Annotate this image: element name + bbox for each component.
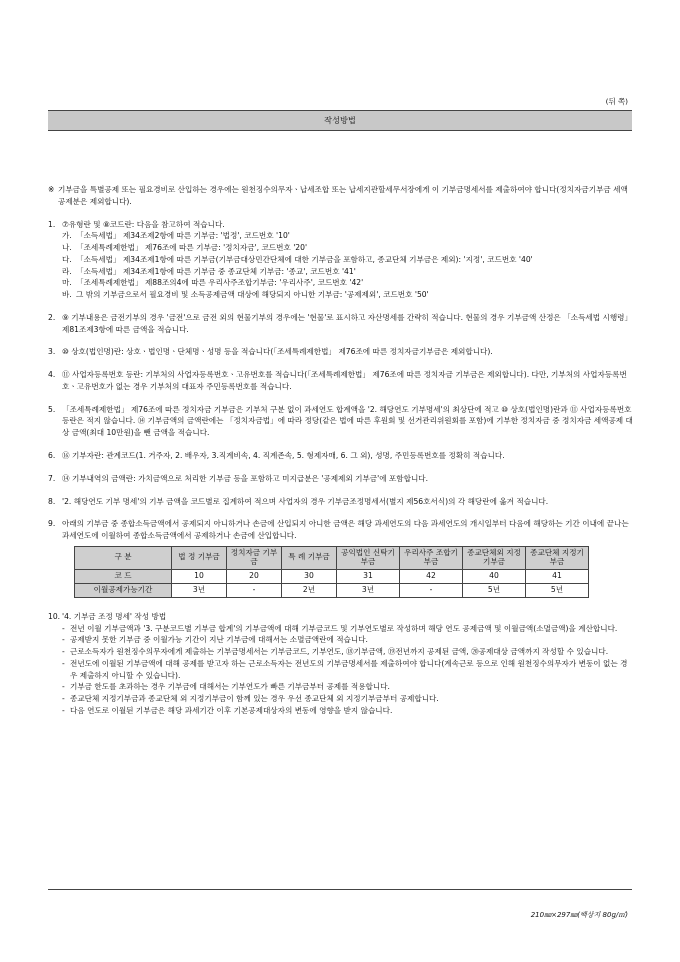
item-text: 「소득세법」 제34조제1항에 따른 기부금 중 종교단체 기부금: '종교', 코드번호 '41'	[76, 266, 356, 276]
item-label: 나.	[62, 243, 72, 253]
item-text: 전년 이월 기부금액과 '3. 구분코드별 기부금 합계'의 기부금액에 대해 기부금코드 및 기부연도별로 작성하며 해당 연도 공제금액 및 이월금액(소멸금액)을 계산합니다.	[70, 623, 618, 633]
section-number: 4.	[48, 370, 56, 380]
section-8-text: '2. 해당연도 기부 명세'의 기부 금액을 코드별로 집계하여 적으며 사업자의 경우 기부금조정명세서(별지 제56호서식)의 각 해당란에 옮겨 적습니다.	[62, 496, 549, 506]
list-item	[62, 242, 633, 254]
section-1	[48, 219, 633, 301]
item-text: 근로소득자가 원천징수의무자에게 제출하는 기부금명세서는 기부금코드, 기부연도, ⑱기부금액, ⑲전년까지 공제된 금액, ⑳공제대상 금액까지 작성할 수 있습니다.	[70, 647, 609, 657]
item-label: 바.	[62, 290, 72, 300]
table-header-cell: 정치자금 기부금	[227, 546, 282, 569]
section-5	[48, 404, 633, 439]
section-6-text: ⑯ 기부자란: 관계코드(1. 거주자, 2. 배우자, 3.직계비속, 4. 직계존속, 5. 형제자매, 6. 그 외), 성명, 주민등록번호를 정확히 적습니다.	[62, 451, 505, 461]
list-item: - 전년도에 이월된 기부금액에 대해 공제를 받고자 하는 근로소득자는 전년도의 기부금명세서를 제출하여야 합니다(계속근로 등으로 인해 원천징수의무자가 변동이 없는 경우 제출하지 아니할 수 있습니다).	[62, 658, 633, 682]
section-3-text: ⑩ 상호(법인명)란: 상호ㆍ법인명ㆍ단체명ㆍ성명 등을 적습니다(「조세특례제한법」 제76조에 따른 정치자금기부금은 제외합니다).	[62, 347, 493, 357]
list-item	[62, 277, 633, 289]
list-item: - 기부금 한도를 초과하는 경우 기부금에 대해서는 기부연도가 빠른 기부금부터 공제를 적용합니다.	[62, 681, 633, 693]
section-9-text: 아래의 기부금 중 종합소득금액에서 공제되지 아니하거나 손금에 산입되지 아니한 금액은 해당 과세연도의 다음 과세연도의 개시일부터 다음에 해당하는 기간 이내에 끝나는 과세연도에 이월하여 종합소득금액에서 공제하거나 손금에 산입합니다.	[62, 519, 629, 541]
table-cell: 이월공제가능기간	[75, 583, 172, 597]
item-label: 마.	[62, 278, 72, 288]
list-item: - 다음 연도로 이월된 기부금은 해당 과세기간 이후 기본공제대상자의 변동에 영향을 받지 않습니다.	[62, 705, 633, 717]
instructions-body	[48, 184, 633, 728]
section-9	[48, 518, 633, 600]
section-number: 7.	[48, 473, 56, 483]
section-7-text: ⑭ 기부내역의 금액란: 가치금액으로 처리한 기부금 등을 포함하고 미지급분은 '공제제외 기부금'에 포함합니다.	[62, 473, 429, 483]
section-10	[48, 611, 633, 717]
table-cell: 10	[172, 569, 227, 583]
section-2	[48, 312, 633, 336]
section-2-text: ⑨ 기부내용은 금전기부의 경우 '금전'으로 금전 외의 현물기부의 경우에는 '현물'로 표시하고 자산명세를 간략히 적습니다. 현물의 경우 기부금액 산정은 「소득세법 시행령」 제81조제3항에 따른 금액을 적습니다.	[62, 312, 633, 334]
page-title: 작성방법	[48, 110, 632, 131]
list-item	[62, 230, 633, 242]
list-item: - 공제받지 못한 기부금 중 이월가능 기간이 지난 기부금에 대해서는 소멸금액란에 적습니다.	[62, 634, 633, 646]
table-row	[75, 583, 589, 597]
paper-spec: 210㎜×297㎜(백상지 80g/㎡)	[530, 911, 628, 919]
section-4	[48, 369, 633, 393]
item-label: 가.	[62, 231, 72, 241]
list-item	[62, 254, 633, 266]
item-text: 전년도에 이월된 기부금액에 대해 공제를 받고자 하는 근로소득자는 전년도의 기부금명세서를 제출하여야 합니다(계속근로 등으로 인해 원천징수의무자가 변동이 없는 경우 제출하지 아니할 수 있습니다).	[70, 658, 628, 680]
section-number: 6.	[48, 451, 56, 461]
page-side-mark: (뒤 쪽)	[605, 97, 628, 106]
table-header-cell: 종교단체 지정기부금	[526, 546, 589, 569]
item-text: 「소득세법」 제34조제1항에 따른 기부금(기부금대상민간단체에 대한 기부금을 포함하고, 종교단체 기부금은 제외): '지정', 코드번호 '40'	[76, 254, 533, 264]
table-cell: 41	[526, 569, 589, 583]
section-5-text: 「조세특례제한법」 제76조에 따른 정치자금 기부금은 기부처 구분 없이 과세연도 합계액을 '2. 해당연도 기부명세'의 최상단에 적고 ⑩ 상호(법인명)란과 ⑪ 사업자등록번호 등란은 적지 않습니다. ⑭ 기부금액의 금액란에는 「정치자금법」에 따라 정당(같은 법에 따른 후원회 및 선거관리위원회를 포함)에 기부한 정치자금 중 정치자금 세액공제 대상 금액(최대 10만원)을 뺀 금액을 적습니다.	[62, 404, 633, 438]
table-cell: 코 드	[75, 569, 172, 583]
table-header-cell: 특 례 기부금	[282, 546, 337, 569]
item-text: 「조세특례제한법」 제76조에 따른 기부금: '정치자금', 코드번호 '20'	[76, 243, 308, 253]
list-item	[62, 289, 633, 301]
section-8	[48, 496, 633, 508]
table-cell: 5년	[463, 583, 526, 597]
item-text: 그 밖의 기부금으로서 필요경비 및 소득공제금액 대상에 해당되지 아니한 기부금: '공제제외', 코드번호 '50'	[76, 290, 429, 300]
table-cell: 40	[463, 569, 526, 583]
section-4-text: ⑪ 사업자등록번호 등란: 기부처의 사업자등록번호ㆍ고유번호를 적습니다(「조세특례제한법」 제76조에 따른 정치자금 기부금은 제외합니다). 다만, 기부처의 사업자등록번호ㆍ고유번호가 없는 경우 기부처의 대표자 주민등록번호를 적습니다.	[62, 370, 627, 391]
item-text: 「조세특례제한법」 제88조의4에 따른 우리사주조합기부금: '우리사주', 코드번호 '42'	[76, 278, 364, 288]
list-item: - 전년 이월 기부금액과 '3. 구분코드별 기부금 합계'의 기부금액에 대해 기부금코드 및 기부연도별로 작성하며 해당 연도 공제금액 및 이월금액(소멸금액)을 계산합니다.	[62, 623, 633, 635]
section-7	[48, 473, 633, 485]
table-header-row	[75, 546, 589, 569]
table-header-cell: 우리사주 조합기부금	[400, 546, 463, 569]
list-item	[62, 266, 633, 278]
section-6	[48, 450, 633, 462]
list-item: - 근로소득자가 원천징수의무자에게 제출하는 기부금명세서는 기부금코드, 기부연도, ⑱기부금액, ⑲전년까지 공제된 금액, ⑳공제대상 금액까지 작성할 수 있습니다.	[62, 646, 633, 658]
table-header-cell: 종교단체외 지정기부금	[463, 546, 526, 569]
table-header-cell: 법 정 기부금	[172, 546, 227, 569]
reference-mark-icon: ※	[48, 185, 55, 194]
section-number: 9.	[48, 519, 56, 529]
table-row	[75, 569, 589, 583]
item-text: 「소득세법」 제34조제2항에 따른 기부금: '법정', 코드번호 '10'	[76, 231, 290, 241]
table-cell: 42	[400, 569, 463, 583]
table-cell: 5년	[526, 583, 589, 597]
general-note	[48, 184, 633, 208]
item-text: 공제받지 못한 기부금 중 이월가능 기간이 지난 기부금에 대해서는 소멸금액란에 적습니다.	[70, 635, 368, 645]
item-text: 종교단체 지정기부금과 종교단체 외 지정기부금이 함께 있는 경우 우선 종교단체 외 지정기부금부터 공제합니다.	[70, 694, 439, 704]
item-text: 다음 연도로 이월된 기부금은 해당 과세기간 이후 기본공제대상자의 변동에 영향을 받지 않습니다.	[70, 705, 393, 715]
table-cell: 2년	[282, 583, 337, 597]
table-header-cell: 구 분	[75, 546, 172, 569]
table-cell: 3년	[172, 583, 227, 597]
table-cell: -	[227, 583, 282, 597]
section-number: 2.	[48, 312, 56, 322]
section-number: 1.	[48, 219, 56, 229]
table-cell: -	[400, 583, 463, 597]
section-number: 10.	[48, 611, 61, 621]
table-cell: 20	[227, 569, 282, 583]
table-cell: 31	[337, 569, 400, 583]
table-header-cell: 공익법인 신탁기부금	[337, 546, 400, 569]
item-label: 라.	[62, 266, 72, 276]
section-number: 5.	[48, 404, 56, 414]
table-cell: 3년	[337, 583, 400, 597]
general-note-text: 기부금을 특별공제 또는 필요경비로 산입하는 경우에는 원천징수의무자ㆍ납세조합 또는 납세지관할세무서장에게 이 기부금명세서를 제출하여야 합니다(정치자금기부금 세액공제분은 제외합니다).	[58, 185, 628, 206]
table-cell: 30	[282, 569, 337, 583]
section-10-intro: '4. 기부금 조정 명세' 작성 방법	[62, 611, 167, 621]
list-item: - 종교단체 지정기부금과 종교단체 외 지정기부금이 함께 있는 경우 우선 종교단체 외 지정기부금부터 공제합니다.	[62, 693, 633, 705]
section-3	[48, 346, 633, 358]
item-text: 기부금 한도를 초과하는 경우 기부금에 대해서는 기부연도가 빠른 기부금부터 공제를 적용합니다.	[70, 682, 390, 692]
item-label: 다.	[62, 254, 72, 264]
carryover-period-table	[74, 546, 589, 598]
section-number: 3.	[48, 347, 56, 357]
section-1-intro: ⑦유형란 및 ⑧코드란: 다음을 참고하여 적습니다.	[62, 219, 225, 229]
section-number: 8.	[48, 496, 56, 506]
footer-divider	[48, 889, 632, 890]
